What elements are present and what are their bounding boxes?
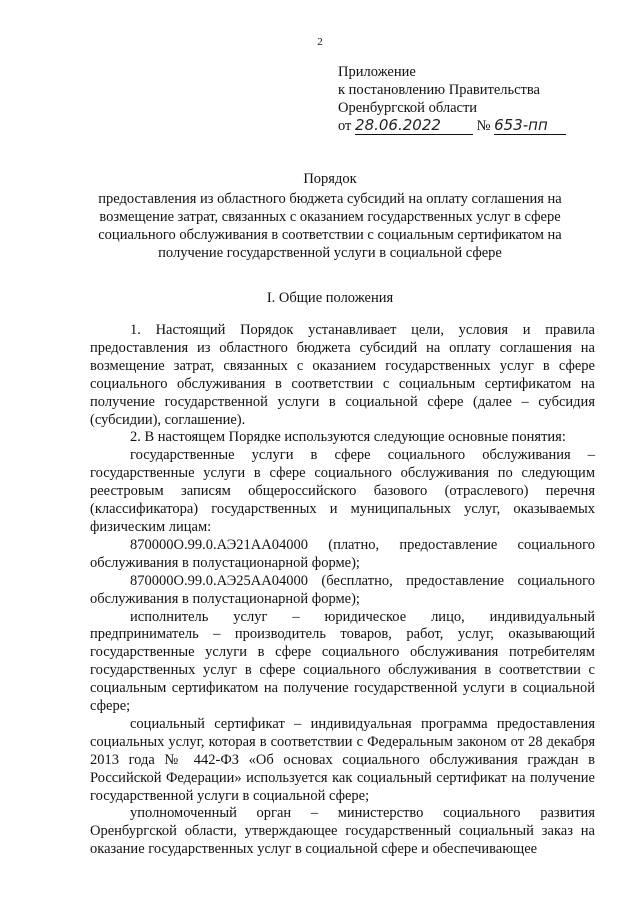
- date-prefix: от: [338, 118, 352, 134]
- title-heading: Порядок: [303, 171, 357, 187]
- document-body: [90, 322, 595, 859]
- paragraph: социальный сертификат – индивидуальная программа предоставления социальных услуг, которая в соответствии с Федеральным законом от 28 декабря 2013 года № 442-ФЗ «Об основах социального обслуживания граждан в Российской Федерации» используется как социальный сертификат на получение государственной услуги в социальной сфере;: [90, 715, 595, 804]
- paragraph: 870000О.99.0.АЭ21АА04000 (платно, предоставление социального обслуживания в полустационарной форме);: [90, 536, 595, 571]
- paragraph: 2. В настоящем Порядке используются следующие основные понятия:: [130, 429, 566, 446]
- title-subtitle: предоставления из областного бюджета субсидий на оплату соглашения на возмещение затрат, связанных с оказанием государственных услуг в сфере социального обслуживания в соответствии с социальным сертификатом на получение государственной услуги в социальной сфере: [98, 191, 562, 261]
- appendix-line-2: к постановлению Правительства: [338, 82, 540, 98]
- date-field: [355, 118, 473, 135]
- number-field: [494, 118, 566, 135]
- paragraph: 1. Настоящий Порядок устанавливает цели, условия и правила предоставления из областного бюджета субсидий на оплату соглашения на возмещение затрат, связанных с оказанием государственных услуг в сфере социального обслуживания в соответствии с социальным сертификатом на получение государственной услуги в социальной сфере (далее – субсидия (субсидии), соглашение).: [90, 322, 595, 428]
- paragraph: уполномоченный орган – министерство социального развития Оренбургской области, утверждающее государственный социальный заказ на оказание государственных услуг в социальной сфере и обеспечивающее: [90, 805, 595, 858]
- section-heading: I. Общие положения: [266, 290, 394, 306]
- document-title: [70, 170, 590, 262]
- handwritten-date: 28.06.2022: [355, 116, 441, 134]
- number-prefix: №: [476, 118, 491, 134]
- appendix-date-line: [338, 117, 566, 135]
- paragraph: государственные услуги в сфере социального обслуживания – государственные услуги в сфере социального обслуживания по следующим реестровым записям общероссийского базового (отраслевого) перечня (классификатора) государственных и муниципальных услуг, оказываемых физическим лицам:: [90, 447, 595, 535]
- paragraph: исполнитель услуг – юридическое лицо, индивидуальный предприниматель – производитель товаров, работ, услуг, оказывающий государственные услуги в сфере социального обслуживания потребителям государственных услуг в сфере социального обслуживания в соответствии с социальным сертификатом на получение государственной услуги в социальной сфере;: [90, 608, 595, 715]
- page-number: 2: [317, 36, 323, 48]
- appendix-block: [338, 63, 566, 135]
- appendix-line-1: Приложение: [338, 64, 416, 80]
- handwritten-number: 653-пп: [494, 116, 548, 134]
- paragraph: 870000О.99.0.АЭ25АА04000 (бесплатно, предоставление социального обслуживания в полустационарной форме);: [90, 572, 595, 607]
- appendix-line-3: Оренбургской области: [338, 100, 478, 116]
